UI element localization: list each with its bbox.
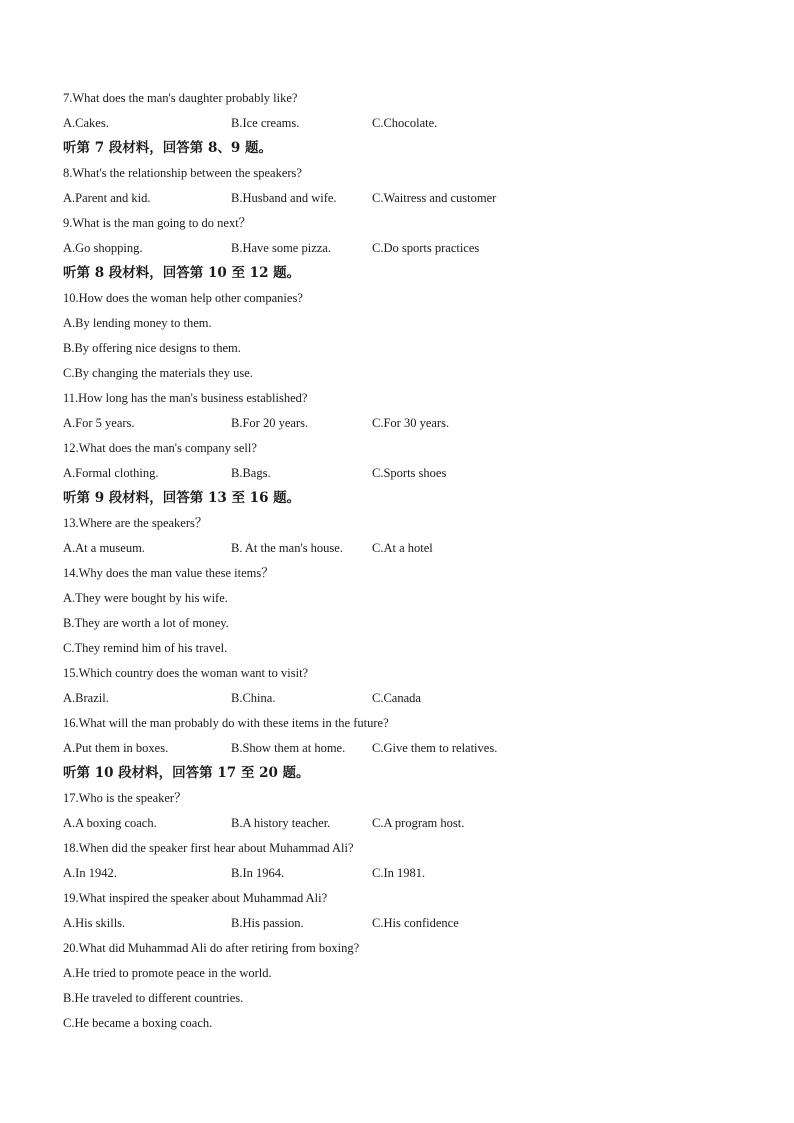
option-a: A.In 1942.	[63, 866, 117, 880]
answer-options-row	[63, 411, 743, 436]
answer-options-row	[63, 736, 743, 761]
option-c: C.Give them to relatives.	[372, 741, 498, 755]
option-c: C.At a hotel	[372, 541, 433, 555]
option-a: A.Parent and kid.	[63, 191, 151, 205]
question-line: 7.What does the man's daughter probably like?	[63, 91, 298, 105]
question-line: A.He tried to promote peace in the world.	[63, 966, 272, 980]
question-line: C.They remind him of his travel.	[63, 641, 228, 655]
question-line: B.They are worth a lot of money.	[63, 616, 229, 630]
section-heading: 听第 7 段材料，回答第 8、9 题。	[63, 140, 272, 156]
option-b: B.In 1964.	[231, 866, 285, 880]
answer-options-row	[63, 686, 743, 711]
option-c: C.For 30 years.	[372, 416, 450, 430]
answer-options-row	[63, 111, 743, 136]
question-line: A.They were bought by his wife.	[63, 591, 228, 605]
question-line: 15.Which country does the woman want to visit?	[63, 666, 309, 680]
option-a: A.A boxing coach.	[63, 816, 157, 830]
option-c: C.Waitress and customer	[372, 191, 497, 205]
option-c: C.In 1981.	[372, 866, 426, 880]
option-b: B.For 20 years.	[231, 416, 309, 430]
question-line: 14.Why does the man value these items？	[63, 566, 274, 580]
option-b: B. At the man's house.	[231, 541, 343, 555]
option-b: B.Husband and wife.	[231, 191, 337, 205]
option-b: B.Bags.	[231, 466, 271, 480]
option-c: C.Chocolate.	[372, 116, 438, 130]
answer-options-row	[63, 861, 743, 886]
question-line: 20.What did Muhammad Ali do after retiring from boxing?	[63, 941, 360, 955]
question-line: 17.Who is the speaker？	[63, 791, 187, 805]
question-line: 12.What does the man's company sell?	[63, 441, 257, 455]
option-b: B.China.	[231, 691, 276, 705]
answer-options-row	[63, 461, 743, 486]
option-c: C.Sports shoes	[372, 466, 447, 480]
section-heading: 听第 9 段材料，回答第 13 至 16 题。	[63, 490, 301, 506]
option-a: A.Go shopping.	[63, 241, 143, 255]
option-a: A.Put them in boxes.	[63, 741, 169, 755]
section-heading: 听第 8 段材料，回答第 10 至 12 题。	[63, 265, 301, 281]
question-line: 11.How long has the man's business established?	[63, 391, 308, 405]
option-a: A.For 5 years.	[63, 416, 135, 430]
option-b: B.His passion.	[231, 916, 304, 930]
question-line: 18.When did the speaker first hear about Muhammad Ali?	[63, 841, 354, 855]
question-line: 9.What is the man going to do next？	[63, 216, 252, 230]
option-c: C.His confidence	[372, 916, 459, 930]
question-line: C.He became a boxing coach.	[63, 1016, 213, 1030]
option-a: A.At a museum.	[63, 541, 145, 555]
answer-options-row	[63, 911, 743, 936]
option-a: A.Formal clothing.	[63, 466, 159, 480]
option-a: A.Cakes.	[63, 116, 109, 130]
option-b: B.Ice creams.	[231, 116, 300, 130]
question-line: 16.What will the man probably do with these items in the future?	[63, 716, 389, 730]
question-line: 10.How does the woman help other companies?	[63, 291, 303, 305]
option-b: B.A history teacher.	[231, 816, 331, 830]
option-c: C.A program host.	[372, 816, 465, 830]
answer-options-row	[63, 811, 743, 836]
document-page	[63, 86, 743, 1036]
option-a: A.His skills.	[63, 916, 126, 930]
answer-options-row	[63, 536, 743, 561]
question-line: 8.What's the relationship between the speakers?	[63, 166, 302, 180]
option-c: C.Canada	[372, 691, 421, 705]
option-b: B.Show them at home.	[231, 741, 346, 755]
answer-options-row	[63, 236, 743, 261]
answer-options-row	[63, 186, 743, 211]
option-c: C.Do sports practices	[372, 241, 480, 255]
question-line: 13.Where are the speakers？	[63, 516, 208, 530]
option-a: A.Brazil.	[63, 691, 109, 705]
question-line: A.By lending money to them.	[63, 316, 212, 330]
option-b: B.Have some pizza.	[231, 241, 331, 255]
question-line: B.He traveled to different countries.	[63, 991, 244, 1005]
question-line: 19.What inspired the speaker about Muhammad Ali?	[63, 891, 328, 905]
section-heading: 听第 10 段材料，回答第 17 至 20 题。	[63, 765, 310, 781]
question-line: C.By changing the materials they use.	[63, 366, 253, 380]
question-line: B.By offering nice designs to them.	[63, 341, 241, 355]
